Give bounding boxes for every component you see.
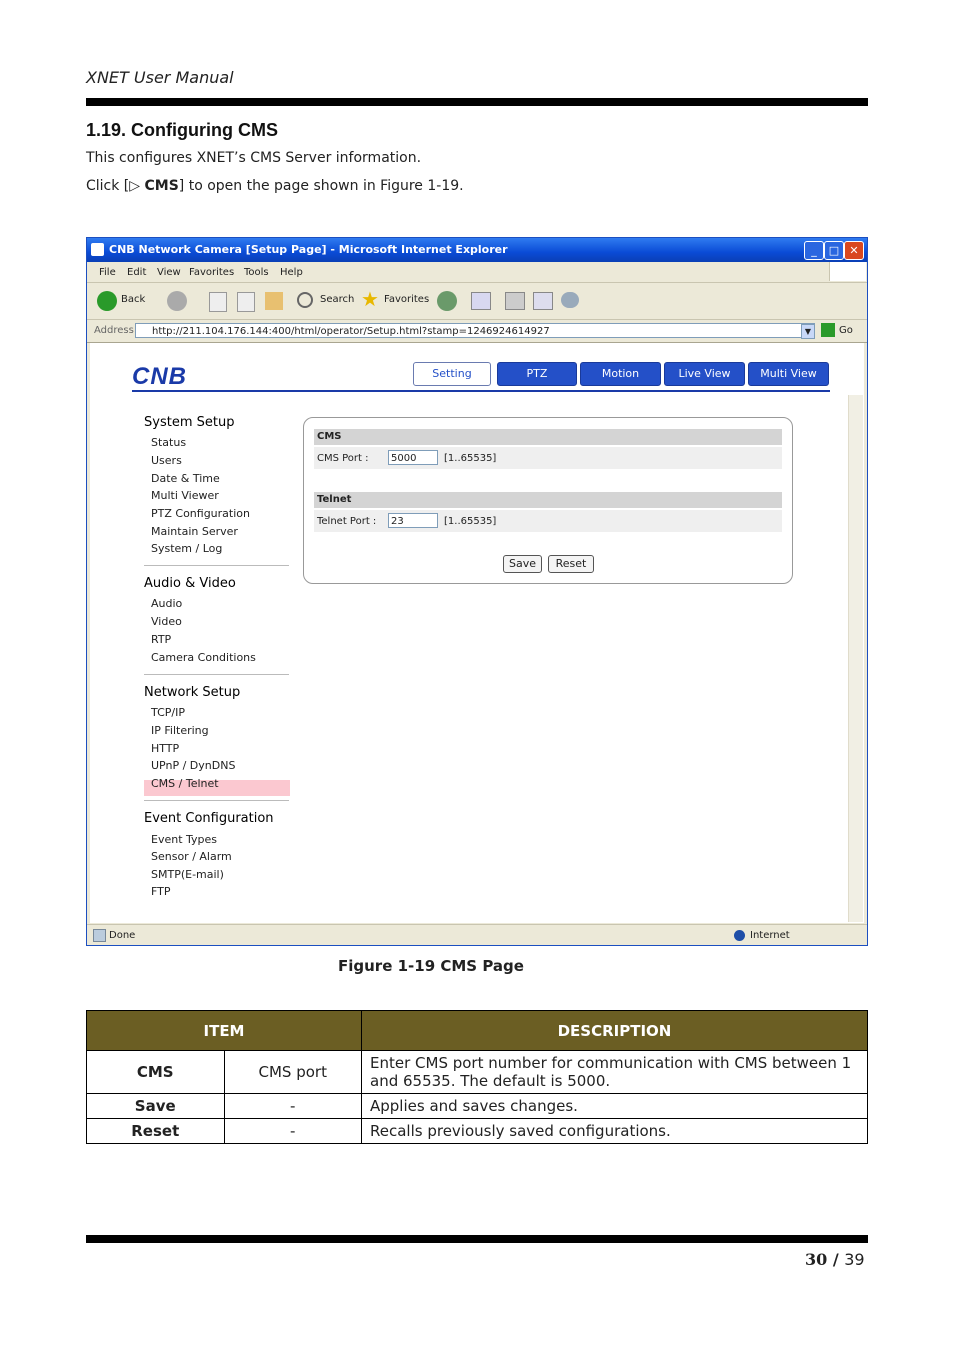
table-header-row bbox=[87, 1011, 868, 1051]
cms-port-row bbox=[314, 447, 782, 469]
sidebar-item-audio[interactable]: Audio bbox=[151, 597, 183, 610]
sidebar-item-sensor-alarm[interactable]: Sensor / Alarm bbox=[151, 850, 232, 863]
sidebar-head-event-configuration: Event Configuration bbox=[144, 811, 274, 826]
forward-icon[interactable] bbox=[167, 291, 187, 311]
sidebar-item-date-time[interactable]: Date & Time bbox=[151, 472, 220, 485]
sidebar-item-users[interactable]: Users bbox=[151, 454, 182, 467]
nav-underline bbox=[132, 390, 830, 392]
search-button[interactable]: Search bbox=[320, 294, 355, 305]
cnb-logo: CNB bbox=[132, 363, 187, 390]
stop-icon[interactable] bbox=[209, 292, 227, 312]
print-icon[interactable] bbox=[505, 292, 525, 310]
sidebar-item-event-types[interactable]: Event Types bbox=[151, 833, 218, 846]
sidebar-item-camera-conditions[interactable]: Camera Conditions bbox=[151, 651, 256, 664]
table-cell-item: Reset bbox=[87, 1119, 225, 1144]
table-row bbox=[87, 1119, 868, 1144]
sidebar-item-rtp[interactable]: RTP bbox=[151, 633, 172, 646]
menu-view[interactable]: View bbox=[157, 267, 181, 278]
telnet-port-input[interactable]: 23 bbox=[388, 513, 438, 528]
figure-caption: Figure 1-19 CMS Page bbox=[338, 957, 524, 975]
sidebar-head-audio-video: Audio & Video bbox=[144, 576, 236, 591]
cms-port-input[interactable]: 5000 bbox=[388, 450, 438, 465]
table-cell-sub: CMS port bbox=[224, 1051, 362, 1094]
mail-icon[interactable] bbox=[471, 292, 491, 310]
col-header-description: DESCRIPTION bbox=[362, 1011, 868, 1051]
tab-live-view[interactable]: Live View bbox=[664, 362, 745, 386]
page-number: 30 / 39 bbox=[805, 1250, 865, 1269]
messenger-icon[interactable] bbox=[561, 292, 579, 308]
table-row bbox=[87, 1094, 868, 1119]
go-button[interactable]: Go bbox=[839, 325, 853, 336]
zone-text: Internet bbox=[750, 930, 790, 941]
ie-icon bbox=[91, 243, 104, 256]
tab-motion[interactable]: Motion bbox=[580, 362, 661, 386]
telnet-port-label: Telnet Port : bbox=[317, 516, 377, 527]
sidebar-item-multi-viewer[interactable]: Multi Viewer bbox=[151, 489, 219, 502]
home-icon[interactable] bbox=[265, 292, 283, 310]
manual-title: XNET User Manual bbox=[86, 68, 234, 87]
save-button[interactable]: Save bbox=[503, 555, 542, 573]
tab-multi-view[interactable]: Multi View bbox=[748, 362, 829, 386]
toolbar bbox=[87, 283, 867, 320]
page-content bbox=[90, 343, 864, 923]
telnet-section-header: Telnet bbox=[314, 492, 782, 508]
section-title: 1.19. Configuring CMS bbox=[86, 120, 279, 140]
table-cell-sub: - bbox=[224, 1119, 362, 1144]
sidebar-head-system-setup: System Setup bbox=[144, 415, 235, 430]
cms-section-header: CMS bbox=[314, 429, 782, 445]
sidebar-item-upnp-dyndns[interactable]: UPnP / DynDNS bbox=[151, 759, 236, 772]
menu-favorites[interactable]: Favorites bbox=[189, 267, 235, 278]
intro-paragraph: This configures XNET’s CMS Server information. bbox=[86, 150, 422, 166]
sidebar-head-network-setup: Network Setup bbox=[144, 685, 241, 700]
header-rule bbox=[86, 98, 868, 106]
menu-edit[interactable]: Edit bbox=[127, 267, 147, 278]
refresh-icon[interactable] bbox=[237, 292, 255, 312]
menu-help[interactable]: Help bbox=[280, 267, 303, 278]
telnet-port-row bbox=[314, 510, 782, 532]
windows-logo-icon bbox=[829, 262, 866, 281]
address-bar bbox=[87, 320, 867, 343]
tab-setting[interactable]: Setting bbox=[413, 362, 491, 386]
search-icon[interactable] bbox=[297, 292, 313, 308]
chevron-down-icon[interactable]: ▼ bbox=[801, 324, 815, 339]
sidebar-item-system-log[interactable]: System / Log bbox=[151, 542, 223, 555]
sidebar-item-ftp[interactable]: FTP bbox=[151, 885, 171, 898]
sidebar-item-cms-telnet[interactable]: CMS / Telnet bbox=[151, 777, 219, 790]
col-header-item: ITEM bbox=[87, 1011, 362, 1051]
sidebar-item-tcp-ip[interactable]: TCP/IP bbox=[151, 706, 185, 719]
footer-rule bbox=[86, 1235, 868, 1243]
minimize-icon[interactable]: _ bbox=[804, 241, 824, 260]
sidebar-item-maintain-server[interactable]: Maintain Server bbox=[151, 525, 238, 538]
table-cell-desc: Enter CMS port number for communication with CMS between 1 and 65535. The default is 5000. bbox=[362, 1051, 868, 1094]
sidebar-divider bbox=[144, 800, 289, 801]
status-bar bbox=[87, 924, 867, 945]
vertical-scrollbar[interactable] bbox=[848, 395, 863, 922]
address-input[interactable]: http://211.104.176.144:400/html/operator/Setup.html?stamp=1246924614927 bbox=[135, 323, 815, 338]
table-cell-item: Save bbox=[87, 1094, 225, 1119]
address-label: Address bbox=[94, 325, 134, 336]
favorites-star-icon[interactable]: ★ bbox=[361, 287, 379, 311]
window-titlebar bbox=[87, 238, 867, 262]
sidebar-item-status[interactable]: Status bbox=[151, 436, 187, 449]
cms-port-range: [1..65535] bbox=[444, 453, 497, 464]
back-icon[interactable] bbox=[97, 291, 117, 311]
menu-tools[interactable]: Tools bbox=[244, 267, 269, 278]
sidebar-item-ptz-configuration[interactable]: PTZ Configuration bbox=[151, 507, 250, 520]
sidebar-item-smtp-email[interactable]: SMTP(E-mail) bbox=[151, 868, 224, 881]
telnet-port-range: [1..65535] bbox=[444, 516, 497, 527]
edit-icon[interactable] bbox=[533, 292, 553, 310]
table-cell-desc: Applies and saves changes. bbox=[362, 1094, 868, 1119]
history-icon[interactable] bbox=[437, 291, 457, 311]
sidebar-item-http[interactable]: HTTP bbox=[151, 742, 180, 755]
favorites-button[interactable]: Favorites bbox=[384, 294, 430, 305]
browser-screenshot bbox=[86, 237, 868, 946]
cms-settings-panel bbox=[303, 417, 793, 584]
close-icon[interactable]: ✕ bbox=[844, 241, 864, 260]
window-title: CNB Network Camera [Setup Page] - Microsoft Internet Explorer bbox=[109, 243, 508, 256]
table-row bbox=[87, 1051, 868, 1094]
menu-bar bbox=[87, 262, 867, 283]
cms-port-label: CMS Port : bbox=[317, 453, 369, 464]
sidebar-divider bbox=[144, 674, 289, 675]
menu-file[interactable]: File bbox=[99, 267, 116, 278]
back-button[interactable]: Back bbox=[121, 294, 146, 305]
maximize-icon[interactable]: □ bbox=[824, 241, 844, 260]
table-cell-sub: - bbox=[224, 1094, 362, 1119]
tab-ptz[interactable]: PTZ bbox=[497, 362, 577, 386]
table-cell-item: CMS bbox=[87, 1051, 225, 1094]
globe-icon bbox=[734, 930, 745, 941]
table-cell-desc: Recalls previously saved configurations. bbox=[362, 1119, 868, 1144]
description-table bbox=[86, 1010, 868, 1144]
sidebar-item-video[interactable]: Video bbox=[151, 615, 182, 628]
reset-button[interactable]: Reset bbox=[548, 555, 594, 573]
status-text: Done bbox=[109, 930, 136, 941]
page-icon bbox=[93, 929, 106, 942]
sidebar-divider bbox=[144, 565, 289, 566]
instruction-paragraph: Click [▷ CMS] to open the page shown in Figure 1-19. bbox=[86, 178, 464, 194]
go-arrow-icon[interactable] bbox=[821, 323, 835, 337]
sidebar-item-ip-filtering[interactable]: IP Filtering bbox=[151, 724, 209, 737]
